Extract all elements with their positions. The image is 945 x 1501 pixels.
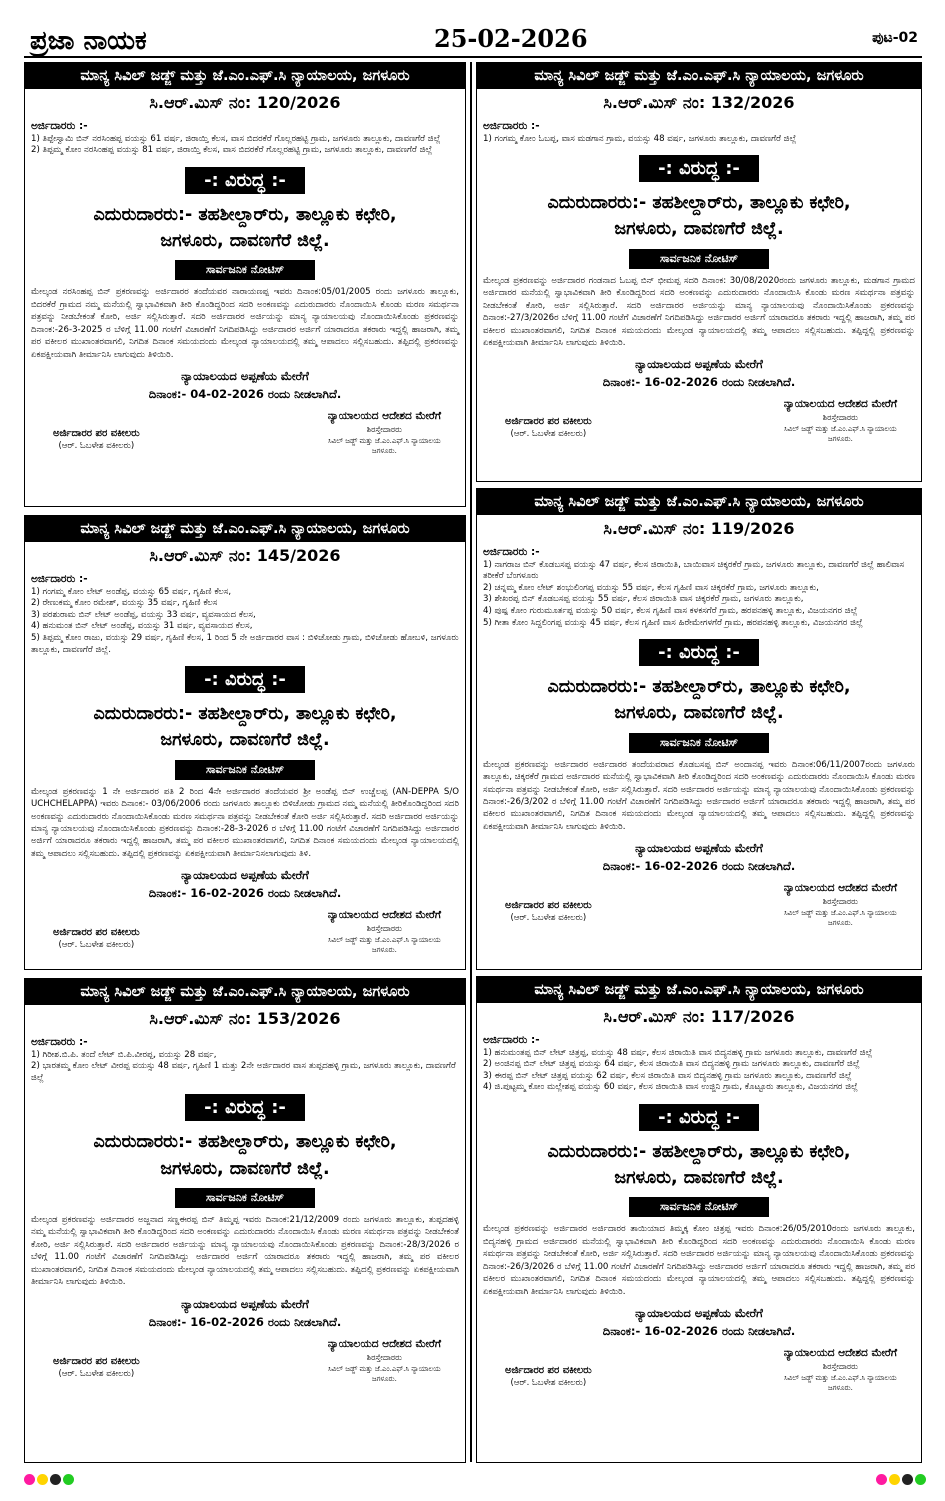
applicants-label: ಅರ್ಜಿದಾರರು :- [483, 120, 540, 132]
applicants-label: ಅರ್ಜಿದಾರರು :- [31, 573, 88, 585]
applicant-entry: 1) ಗಂಗಮ್ಮ ಕೋಂ ಓಬಪ್ಪ, ವಾಸ ಮಡಗಾನ ಗ್ರಾಮ, ವಯಸ್ಸು 48 ವರ್ಷ, ಜಗಳೂರು ತಾಲ್ಲೂಕು, ದಾವಣಗೆರೆ ಜಿಲ್ಲೆ [483, 133, 797, 144]
applicant-entry: 1) ಹನುಮಂತಪ್ಪ ಬಿನ್ ಲೇಟ್ ಚಿತ್ರಪ್ಪ, ವಯಸ್ಸು 48 ವರ್ಷ, ಕೆಲಸ ಜಿರಾಯಿತಿ ವಾಸ ಬಿದ್ಯನಹಳ್ಳಿ ಗ್ರಾಮ ಜಗಳೂರು ತಾಲ್ಲೂಕು, ದಾವಣಗೆರೆ ಜಿಲ್ಲೆ [483, 1047, 873, 1058]
advocate-name: (ಆರ್. ಓಬಳೇಶ ವಕೀಲರು) [58, 940, 135, 951]
respondent-line-1: ಎದುರುದಾರರು:- ತಹಶೀಲ್ದಾರ್‌ರು, ತಾಲ್ಲೂಕು ಕಛೇರಿ, [93, 704, 397, 725]
registration-dot [24, 1474, 35, 1485]
versus-badge: -: ವಿರುದ್ಧ :- [185, 167, 305, 194]
notice-case-145 [24, 515, 466, 970]
applicants-label: ಅರ್ಜಿದಾರರು :- [483, 1034, 540, 1046]
paper-name: ಪ್ರಜಾ ನಾಯಕ [30, 26, 147, 56]
public-notice-badge: ಸಾರ್ವಜನಿಕ ನೋಟಿಸ್ [175, 1188, 315, 1208]
advocate-block [505, 900, 592, 923]
court-place: ಜಗಳೂರು. [827, 435, 853, 444]
court-order-line: ನ್ಯಾಯಾಲಯದ ಅಪ್ಪಣೆಯ ಮೇರೆಗೆ [181, 868, 309, 883]
court-place: ಜಗಳೂರು. [827, 919, 853, 928]
court-place: ಜಗಳೂರು. [371, 946, 397, 955]
court-signature [328, 410, 441, 456]
color-registration-marks-right [876, 1470, 928, 1489]
judge-court: ಸಿವಿಲ್ ಜಡ್ಜ್ ಮತ್ತು ಜೆ.ಎಂ.ಎಫ್.ಸಿ ನ್ಯಾಯಾಲಯ [328, 437, 441, 445]
court-header: ಮಾನ್ಯ ಸಿವಿಲ್ ಜಡ್ಜ್ ಮತ್ತು ಜೆ.ಎಂ.ಎಫ್.ಸಿ ನ್ಯಾಯಾಲಯ, ಜಗಳೂರು [25, 516, 465, 542]
respondent-line-1: ಎದುರುದಾರರು:- ತಹಶೀಲ್ದಾರ್‌ರು, ತಾಲ್ಲೂಕು ಕಛೇರಿ, [547, 193, 851, 214]
applicants-list [31, 1050, 459, 1085]
advocate-block [505, 1365, 592, 1388]
notice-case-117 [476, 976, 922, 1463]
advocate-label: ಅರ್ಜಿದಾರರ ಪರ ವಕೀಲರು [505, 1365, 592, 1377]
advocate-block [53, 927, 140, 950]
applicants-block [477, 1033, 921, 1094]
judge-court: ಸಿವಿಲ್ ಜಡ್ಜ್ ಮತ್ತು ಜೆ.ಎಂ.ಎಫ್.ಸಿ ನ್ಯಾಯಾಲಯ [784, 425, 897, 434]
registration-dot [63, 1474, 74, 1485]
applicant-entry: 3) ಪರಶುರಾಮ ಬಿನ್ ಲೇಟ್ ಅಂಡೆಪ್ಪ, ವಯಸ್ಸು 33 ವರ್ಷ, ವ್ಯವಸಾಯದ ಕೆಲಸ, [31, 609, 256, 620]
applicants-label: ಅರ್ಜಿದಾರರು :- [483, 546, 540, 558]
signature-block [477, 398, 921, 458]
applicant-entry: 4) ಪುಷ್ಪ ಕೋಂ ಗುರುಮೂರ್ತಪ್ಪ ವಯಸ್ಸು 50 ವರ್ಷ, ಕೆಲಸ ಗೃಹಿಣಿ ವಾಸ ಕಳಕಸಗೆರೆ ಗ್ರಾಮ, ಹರಪನಹಳ್ಳಿ ತಾಲ್ಲೂಕು, ವಿಜಯನಗರ ಜಿಲ್ಲೆ [483, 605, 858, 616]
advocate-block [53, 428, 140, 451]
versus-badge: -: ವಿರುದ್ಧ :- [185, 1094, 305, 1121]
notice-case-153 [24, 978, 466, 1463]
versus-badge: -: ವಿರುದ್ಧ :- [185, 666, 305, 693]
notice-case-120 [24, 62, 466, 507]
registration-dot [902, 1474, 913, 1485]
registration-dot [50, 1474, 61, 1485]
applicant-entry: 4) ಹನುಮಂತ ಬಿನ್ ಲೇಟ್ ಅಂಡೆಪ್ಪ, ವಯಸ್ಸು 31 ವರ್ಷ, ವ್ಯವಸಾಯದ ಕೆಲಸ, [31, 621, 253, 632]
notice-case-132 [476, 62, 922, 482]
applicants-block [25, 1035, 465, 1084]
issued-date-line: ದಿನಾಂಕ:- 16-02-2026 ರಂದು ನೀಡಲಾಗಿದೆ. [148, 886, 342, 901]
notice-body: ಮೇಲ್ಕಂಡ ಪ್ರಕರಣವನ್ನು ಅರ್ಜಿದಾರರ ಅರ್ಜಿದಾರರ ತಾಯಿಯಾದ ತಿಮ್ಮಕ್ಕ ಕೋಂ ಚಿತ್ರಪ್ಪ ಇವರು ದಿನಾಂಕ:26/05/2010ರಂದು ಜಗಳೂರು ತಾಲ್ಲೂಕು, ಬಿದ್ಯನಹಳ್ಳಿ ಗ್ರಾಮದ ಅರ್ಜಿದಾರರ ಮನೆಯಲ್ಲಿ ಸ್ವಾಭಾವಿಕವಾಗಿ ತೀರಿ ಕೊಂಡಿದ್ದರಿಂದ ಸದರಿ ಅಂಕಣವನ್ನು ಎದುರುದಾರರು ನೊಂದಾಯಿಸಿ ಕೊಂಡು ಮರಣ ಸಮರ್ಥನಾ ಪತ್ರವನ್ನು ನೀಡಬೇಕಂತೆ ಕೋರಿ, ಅರ್ಜಿ ಸಲ್ಲಿಸಿರುತ್ತಾರೆ. ಸದರಿ ಅರ್ಜಿದಾರರ ಅರ್ಜಿಯನ್ನು ಮಾನ್ಯ ನ್ಯಾಯಾಲಯವು ನೊಂದಾಯಿಸಿಕೊಂಡು ಪ್ರಕರಣವನ್ನು ದಿನಾಂಕ:-26/3/2026 ರ ಬೆಳಿಗ್ಗೆ 11.00 ಗಂಟೆಗೆ ವಿಚಾರಣೆಗೆ ನಿಗದಿಪಡಿಸಿದ್ದು ಅರ್ಜಿದಾರರ ಅರ್ಜಿಗೆ ಯಾರಾದರೂ ತಕರಾರು ಇದ್ದಲ್ಲಿ ಹಾಜರಾಗಿ, ತಮ್ಮ ಪರ ವಕೀಲರ ಮುಖಾಂತರವಾಗಲಿ, ನಿಗದಿತ ದಿನಾಂಕ ಸಮಯದಂದು ಮೇಲ್ಕಂಡ ನ್ಯಾಯಾಲಯದಲ್ಲಿ ತಮ್ಮ ಆಪಾದಲು ಸಲ್ಲಿಸಬಹುದು. ತಪ್ಪಿದ್ದಲ್ಲಿ ಪ್ರಕರಣವನ್ನು ಏಕಪಕ್ಷೀಯವಾಗಿ ತೀರ್ಮಾನಿಸಿ ಲಾಗುವುದು ತಿಳಿಯಿರಿ. [483, 1224, 915, 1297]
respondent-line-1: ಎದುರುದಾರರು:- ತಹಶೀಲ್ದಾರ್‌ರು, ತಾಲ್ಲೂಕು ಕಛೇರಿ, [93, 1132, 397, 1153]
applicants-block [25, 119, 465, 157]
signature-block [25, 909, 465, 969]
court-place: ಜಗಳೂರು. [827, 1384, 853, 1393]
respondent-block [477, 674, 921, 727]
applicant-entry: 2) ಭಾರತಮ್ಮ ಕೋಂ ಲೇಟ್ ವೀರಪ್ಪ ವಯಸ್ಸು 48 ವರ್ಷ, ಗೃಹಿಣಿ 1 ಮತ್ತು 2ನೇ ಅರ್ಜಿದಾರರ ವಾಸ ತುಪ್ಪದಹಳ್ಳಿ ಗ್ರಾಮ, ಜಗಳೂರು ತಾಲ್ಲೂಕು, ದಾವಣಗೆರೆ ಜಿಲ್ಲೆ [31, 1061, 456, 1083]
advocate-name: (ಆರ್. ಓಬಳೇಶ ವಕೀಲರು) [58, 1368, 135, 1379]
respondent-line-1: ಎದುರುದಾರರು:- ತಹಶೀಲ್ದಾರ್‌ರು, ತಾಲ್ಲೂಕು ಕಛೇರಿ, [547, 1141, 851, 1162]
judge-court: ಸಿವಿಲ್ ಜಡ್ಜ್ ಮತ್ತು ಜೆ.ಎಂ.ಎಫ್.ಸಿ ನ್ಯಾಯಾಲಯ [328, 1364, 441, 1373]
applicants-list [483, 1048, 915, 1094]
court-order-signature: ನ್ಯಾಯಾಲಯದ ಆದೇಶದ ಮೇರೆಗೆ [783, 1347, 897, 1360]
respondent-line-2: ಜಗಳೂರು, ದಾವಣಗೆರೆ ಜಿಲ್ಲೆ. [614, 703, 784, 724]
issued-date-line: ದಿನಾಂಕ:- 16-02-2026 ರಂದು ನೀಡಲಾಗಿದೆ. [602, 1324, 796, 1339]
advocate-block [505, 416, 592, 439]
court-signature [328, 1338, 441, 1384]
signature-block [477, 882, 921, 942]
advocate-label: ಅರ್ಜಿದಾರರ ಪರ ವಕೀಲರು [53, 927, 140, 939]
applicants-label: ಅರ್ಜಿದಾರರು :- [31, 120, 88, 132]
advocate-label: ಅರ್ಜಿದಾರರ ಪರ ವಕೀಲರು [505, 416, 592, 428]
applicants-list [483, 134, 915, 146]
respondent-line-2: ಜಗಳೂರು, ದಾವಣಗೆರೆ ಜಿಲ್ಲೆ. [614, 219, 784, 240]
court-signature [784, 1347, 897, 1393]
registration-dot [889, 1474, 900, 1485]
court-place: ಜಗಳೂರು. [371, 447, 397, 455]
notice-body: ಮೇಲ್ಕಂಡ ಪ್ರಕರಣವನ್ನು ಅರ್ಜಿದಾರರ ಗಂಡನಾದ ಓಬಪ್ಪ ಬಿನ್ ಭೀಮಪ್ಪ ಸದರಿ ದಿನಾಂಕ: 30/08/2020ರಂದು ಜಗಳೂರು ತಾಲ್ಲೂಕು, ಮಡಗಾನ ಗ್ರಾಮದ ಅರ್ಜಿದಾರರ ಮನೆಯಲ್ಲಿ ಸ್ವಾಭಾವಿಕವಾಗಿ ತೀರಿ ಕೊಂಡಿದ್ದರಿಂದ ಸದರಿ ಅಂಕಣವನ್ನು ಎದುರುದಾರರು ನೊಂದಾಯಿಸಿ ಕೊಂಡು ಮರಣ ಸಮರ್ಥನಾ ಪತ್ರವನ್ನು ನೀಡಬೇಕಂತೆ ಕೋರಿ, ಅರ್ಜಿ ಸಲ್ಲಿಸಿರುತ್ತಾರೆ. ಸದರಿ ಅರ್ಜಿದಾರರ ಅರ್ಜಿಯನ್ನು ಮಾನ್ಯ ನ್ಯಾಯಾಲಯವು ನೊಂದಾಯಿಸಿಕೊಂಡು ಪ್ರಕರಣವನ್ನು ದಿನಾಂಕ:-27/3/2026ರ ಬೆಳಿಗ್ಗೆ 11.00 ಗಂಟೆಗೆ ವಿಚಾರಣೆಗೆ ನಿಗದಿಪಡಿಸಿದ್ದು ಅರ್ಜಿದಾರರ ಅರ್ಜಿಗೆ ಯಾರಾದರೂ ತಕರಾರು ಇದ್ದಲ್ಲಿ ಹಾಜರಾಗಿ, ತಮ್ಮ ಪರ ವಕೀಲರ ಮುಖಾಂತರವಾಗಲಿ, ನಿಗದಿತ ದಿನಾಂಕ ಸಮಯದಂದು ಮೇಲ್ಕಂಡ ನ್ಯಾಯಾಲಯದಲ್ಲಿ ತಮ್ಮ ಆಪಾದಲು ಸಲ್ಲಿಸಬಹುದು. ತಪ್ಪಿದ್ದಲ್ಲಿ ಪ್ರಕರಣವನ್ನು ಏಕಪಕ್ಷೀಯವಾಗಿ ತೀರ್ಮಾನಿಸಿ ಲಾಗುವುದು ತಿಳಿಯಿರಿ. [483, 275, 915, 348]
respondent-line-2: ಜಗಳೂರು, ದಾವಣಗೆರೆ ಜಿಲ್ಲೆ. [160, 231, 330, 252]
sheristedar-role: ಶಿರಸ್ತೇದಾರರು [366, 1352, 402, 1362]
notice-body: ಮೇಲ್ಕಂಡ ಪ್ರಕರಣವನ್ನು ಅರ್ಜಿದಾರರ ಅರ್ಜಿದಾರರ ತಂದೆಯವರಾದ ಕೊಡಬಸಪ್ಪ ಬಿನ್ ಅಂದಾನಪ್ಪ ಇವರು ದಿನಾಂಕ:06/11/2007ರಂದು ಜಗಳೂರು ತಾಲ್ಲೂಕು, ಚಿಕ್ಕರಕೆರೆ ಗ್ರಾಮದ ಅರ್ಜಿದಾರರ ಮನೆಯಲ್ಲಿ ಸ್ವಾಭಾವಿಕವಾಗಿ ತೀರಿ ಕೊಂಡಿದ್ದರಿಂದ ಸದರಿ ಅಂಕಣವನ್ನು ಎದುರುದಾರರು ನೊಂದಾಯಿಸಿ ಕೊಂಡು ಮರಣ ಸಮರ್ಥನಾ ಪತ್ರವನ್ನು ನೀಡಬೇಕಂತೆ ಕೋರಿ, ಅರ್ಜಿ ಸಲ್ಲಿಸಿರುತ್ತಾರೆ. ಸದರಿ ಅರ್ಜಿದಾರರ ಅರ್ಜಿಯನ್ನು ಮಾನ್ಯ ನ್ಯಾಯಾಲಯವು ನೊಂದಾಯಿಸಿಕೊಂಡು ಪ್ರಕರಣವನ್ನು ದಿನಾಂಕ:-26/3/202 ರ ಬೆಳಿಗ್ಗೆ 11.00 ಗಂಟೆಗೆ ವಿಚಾರಣೆಗೆ ನಿಗದಿಪಡಿಸಿದ್ದು ಅರ್ಜಿದಾರರ ಅರ್ಜಿಗೆ ಯಾರಾದರೂ ತಕರಾರು ಇದ್ದಲ್ಲಿ ಹಾಜರಾಗಿ, ತಮ್ಮ ಪರ ವಕೀಲರ ಮುಖಾಂತರವಾಗಲಿ, ನಿಗದಿತ ದಿನಾಂಕ ಸಮಯದಂದು ಮೇಲ್ಕಂಡ ನ್ಯಾಯಾಲಯದಲ್ಲಿ ತಮ್ಮ ಆಪಾದಲು ಸಲ್ಲಿಸಬಹುದು. ತಪ್ಪಿದ್ದಲ್ಲಿ ಪ್ರಕರಣವನ್ನು ಏಕಪಕ್ಷೀಯವಾಗಿ ತೀರ್ಮಾನಿಸಿ ಲಾಗುವುದು ತಿಳಿಯಿರಿ. [483, 759, 915, 832]
applicant-entry: 5) ಗೀತಾ ಕೋಂ ಸಿದ್ದಲಿಂಗಪ್ಪ ವಯಸ್ಸು 45 ವರ್ಷ, ಕೆಲಸ ಗೃಹಿಣಿ ವಾಸ ಹಿರೇಮೇಗಳಗೆರೆ ಗ್ರಾಮ, ಹರಪನಹಳ್ಳಿ ತಾಲ್ಲೂಕು, ವಿಜಯನಗರ ಜಿಲ್ಲೆ [483, 617, 863, 628]
applicant-entry: 3) ಈರಪ್ಪ ಬಿನ್ ಲೇಟ್ ಚಿತ್ರಪ್ಪ ವಯಸ್ಸು 62 ವರ್ಷ, ಕೆಲಸ ಜಿರಾಯಿತಿ ವಾಸ ಬಿದ್ಯನಹಳ್ಳಿ ಗ್ರಾಮ ಜಗಳೂರು ತಾಲ್ಲೂಕು, ದಾವಣಗೆರೆ ಜಿಲ್ಲೆ [483, 1070, 852, 1081]
sheristedar-role: ಶಿರಸ್ತೇದಾರರು [822, 897, 858, 907]
respondent-line-1: ಎದುರುದಾರರು:- ತಹಶೀಲ್ದಾರ್‌ರು, ತಾಲ್ಲೂಕು ಕಛೇರಿ, [547, 677, 851, 698]
court-order-line: ನ್ಯಾಯಾಲಯದ ಅಪ್ಪಣೆಯ ಮೇರೆಗೆ [181, 1296, 309, 1311]
applicant-entry: 3) ಶೇಖರಪ್ಪ ಬಿನ್ ಕೊಡಬಸಪ್ಪ ವಯಸ್ಸು 55 ವರ್ಷ, ಕೆಲಸ ಜಿರಾಯಿತಿ ವಾಸ ಚಿಕ್ಕರಕೆರೆ ಗ್ರಾಮ, ಜಗಳೂರು ತಾಲ್ಲೂಕು, [483, 594, 804, 605]
court-header: ಮಾನ್ಯ ಸಿವಿಲ್ ಜಡ್ಜ್ ಮತ್ತು ಜೆ.ಎಂ.ಎಫ್.ಸಿ ನ್ಯಾಯಾಲಯ, ಜಗಳೂರು [477, 977, 921, 1003]
sheristedar-role: ಶಿರಸ್ತೇದಾರರು [822, 1362, 858, 1372]
issue-date: 25-02-2026 [434, 24, 588, 53]
applicants-label: ಅರ್ಜಿದಾರರು :- [31, 1036, 88, 1048]
court-order-signature: ನ್ಯಾಯಾಲಯದ ಆದೇಶದ ಮೇರೆಗೆ [327, 1337, 441, 1350]
sheristedar-role: ಶಿರಸ್ತೇದಾರರು [366, 924, 402, 934]
advocate-label: ಅರ್ಜಿದಾರರ ಪರ ವಕೀಲರು [53, 1355, 140, 1367]
applicants-block [477, 545, 921, 629]
notice-body: ಮೇಲ್ಕಂಡ ಪ್ರಕರಣವನ್ನು ಅರ್ಜಿದಾರರ ಅಜ್ಜನಾದ ಸಣ್ಣಈರಪ್ಪ ಬಿನ್ ತಿಮ್ಮಪ್ಪ ಇವರು ದಿನಾಂಕ:21/12/2009 ರಂದು ಜಗಳೂರು ತಾಲ್ಲೂಕು, ತುಪ್ಪದಹಳ್ಳಿ ನಮ್ಮ ಮನೆಯಲ್ಲಿ ಸ್ವಾಭಾವಿಕವಾಗಿ ತೀರಿ ಕೊಂಡಿದ್ದರಿಂದ ಸದರಿ ಅಂಕಣವನ್ನು ಎದುರುದಾರರು ನೊಂದಾಯಿಸಿ ಕೊಂಡು ಮರಣ ಸಮರ್ಥನಾ ಪತ್ರವನ್ನು ನೀಡಬೇಕಂತೆ ಕೋರಿ, ಅರ್ಜಿ ಸಲ್ಲಿಸಿರುತ್ತಾರೆ. ಸದರಿ ಅರ್ಜಿದಾರರ ಅರ್ಜಿಯನ್ನು ಮಾನ್ಯ ನ್ಯಾಯಾಲಯವು ನೊಂದಾಯಿಸಿಕೊಂಡು ಪ್ರಕರಣವನ್ನು ದಿನಾಂಕ:-28/3/2026 ರ ಬೆಳಿಗ್ಗೆ 11.00 ಗಂಟೆಗೆ ವಿಚಾರಣೆಗೆ ನಿಗದಿಪಡಿಸಿದ್ದು ಅರ್ಜಿದಾರರ ಅರ್ಜಿಗೆ ಯಾರಾದರೂ ತಕರಾರು ಇದ್ದಲ್ಲಿ ಹಾಜರಾಗಿ, ತಮ್ಮ ಪರ ವಕೀಲರ ಮುಖಾಂತರವಾಗಲಿ, ನಿಗದಿತ ದಿನಾಂಕ ಸಮಯದಂದು ಮೇಲ್ಕಂಡ ನ್ಯಾಯಾಲಯದಲ್ಲಿ ತಮ್ಮ ಆಪಾದಲು ಸಲ್ಲಿಸಬಹುದು. ತಪ್ಪಿದಲ್ಲಿ ಪ್ರಕರಣವನ್ನು ಏಕಪಕ್ಷೀಯವಾಗಿ ತೀರ್ಮಾನಿಸಿ ಲಾಗುವುದು ತಿಳಿಯಿರಿ. [31, 1214, 459, 1288]
court-header: ಮಾನ್ಯ ಸಿವಿಲ್ ಜಡ್ಜ್ ಮತ್ತು ಜೆ.ಎಂ.ಎಫ್.ಸಿ ನ್ಯಾಯಾಲಯ, ಜಗಳೂರು [25, 979, 465, 1005]
applicants-list [483, 560, 915, 630]
public-notice-badge: ಸಾರ್ವಜನಿಕ ನೋಟಿಸ್ [629, 733, 769, 753]
respondent-line-2: ಜಗಳೂರು, ದಾವಣಗೆರೆ ಜಿಲ್ಲೆ. [160, 1158, 330, 1179]
notice-case-119 [476, 488, 922, 970]
column-divider [470, 62, 472, 1462]
signature-block [477, 1347, 921, 1407]
signature-block [25, 1338, 465, 1398]
page-number: ಪುಟ-02 [872, 30, 918, 46]
court-order-signature: ನ್ಯಾಯಾಲಯದ ಆದೇಶದ ಮೇರೆಗೆ [783, 882, 897, 895]
court-order-line: ನ್ಯಾಯಾಲಯದ ಅಪ್ಪಣೆಯ ಮೇರೆಗೆ [635, 841, 763, 856]
court-header: ಮಾನ್ಯ ಸಿವಿಲ್ ಜಡ್ಜ್ ಮತ್ತು ಜೆ.ಎಂ.ಎಫ್.ಸಿ ನ್ಯಾಯಾಲಯ, ಜಗಳೂರು [477, 63, 921, 89]
case-number: ಸಿ.ಆರ್.ಮಿಸ್ ನಂ: 120/2026 [149, 93, 341, 112]
case-number: ಸಿ.ಆರ್.ಮಿಸ್ ನಂ: 132/2026 [603, 93, 795, 112]
court-order-line: ನ್ಯಾಯಾಲಯದ ಅಪ್ಪಣೆಯ ಮೇರೆಗೆ [635, 357, 763, 372]
respondent-block [25, 202, 465, 255]
masthead [24, 24, 922, 58]
applicant-entry: 5) ತಿಪ್ಪಮ್ಮ ಕೋಂ ರಾಜು, ವಯಸ್ಸು 29 ವರ್ಷ, ಗೃಹಿಣಿ ಕೆಲಸ, 1 ರಿಂದ 5 ನೇ ಅರ್ಜಿದಾರರ ವಾಸ : ಬಿಳಿಚೋಡು ಗ್ರಾಮ, ಬಿಳಿಚೋಡು ಹೋಬಳಿ, ಜಗಳೂರು ತಾಲ್ಲೂಕು, ದಾವಣಗೆರೆ ಜಿಲ್ಲೆ. [31, 632, 459, 655]
applicant-entry: 1) ತಿಪ್ಪೇಸ್ವಾಮಿ ಬಿನ್ ನರಸಿಂಹಪ್ಪ ವಯಸ್ಸು 61 ವರ್ಷ, ಜಿರಾಯ್ತಿ ಕೆಲಸ, ವಾಸ ಬಿದರಕೆರೆ ಗೊಲ್ಲರಹಟ್ಟಿ ಗ್ರಾಮ, ಜಗಳೂರು ತಾಲ್ಲೂಕು, ದಾವಣಗೆರೆ ಜಿಲ್ಲೆ [31, 133, 441, 144]
respondent-line-2: ಜಗಳೂರು, ದಾವಣಗೆರೆ ಜಿಲ್ಲೆ. [160, 730, 330, 751]
respondent-block [25, 1129, 465, 1182]
versus-badge: -: ವಿರುದ್ಧ :- [639, 1104, 759, 1131]
applicants-block [25, 572, 465, 656]
advocate-block [53, 1356, 140, 1379]
advocate-label: ಅರ್ಜಿದಾರರ ಪರ ವಕೀಲರು [53, 428, 140, 439]
court-order-line: ನ್ಯಾಯಾಲಯದ ಅಪ್ಪಣೆಯ ಮೇರೆಗೆ [181, 369, 309, 383]
court-order-line: ನ್ಯಾಯಾಲಯದ ಅಪ್ಪಣೆಯ ಮೇರೆಗೆ [635, 1306, 763, 1321]
notice-body: ಮೇಲ್ಕಂಡ ನರಸಿಂಹಪ್ಪ ಬಿನ್ ಪ್ರಕರಣವನ್ನು ಅರ್ಜಿದಾರರ ತಂದೆಯವರ ನಾರಾಯಣಪ್ಪ ಇವರು ದಿನಾಂಕ:05/01/2005 ರಂದು ಜಗಳೂರು ತಾಲ್ಲೂಕು, ಬಿದರಕೆರೆ ಗ್ರಾಮದ ನಮ್ಮ ಮನೆಯಲ್ಲಿ ಸ್ವಾಭಾವಿಕವಾಗಿ ತೀರಿ ಕೊಂಡಿದ್ದರಿಂದ ಸದರಿ ಅಂಕಣವನ್ನು ಎದುರುದಾರರು ನೊಂದಾಯಿಸಿ ಕೊಂಡು ಮರಣ ಸಮರ್ಥನಾ ಪತ್ರವನ್ನು ನೀಡಬೇಕಂತೆ ಕೋರಿ, ಅರ್ಜಿ ಸಲ್ಲಿಸಿರುತ್ತಾರೆ. ಸದರಿ ಅರ್ಜಿದಾರರ ಅರ್ಜಿಯನ್ನು ಮಾನ್ಯ ನ್ಯಾಯಾಲಯವು ನೊಂದಾಯಿಸಿಕೊಂಡು ಪ್ರಕರಣವನ್ನು ದಿನಾಂಕ:-26-3-2025 ರ ಬೆಳಿಗ್ಗೆ 11.00 ಗಂಟೆಗೆ ವಿಚಾರಣೆಗೆ ನಿಗದಿಪಡಿಸಿದ್ದು ಅರ್ಜಿದಾರರ ಅರ್ಜಿಗೆ ಯಾರಾದರೂ ತಕರಾರು ಇದ್ದಲ್ಲಿ ಹಾಜರಾಗಿ, ತಮ್ಮ ಪರ ವಕೀಲರ ಮುಖಾಂತರವಾಗಲಿ, ನಿಗದಿತ ದಿನಾಂಕ ಸಮಯದಂದು ಮೇಲ್ಕಂಡ ನ್ಯಾಯಾಲಯದಲ್ಲಿ ತಮ್ಮ ಆಪಾದಲು ಸಲ್ಲಿಸಬಹುದು. ತಪ್ಪಿದಲ್ಲಿ ಪ್ರಕರಣವನ್ನು ಏಕಪಕ್ಷೀಯವಾಗಿ ತೀರ್ಮಾನಿಸಿ ಲಾಗುವುದು ತಿಳಿಯಿರಿ. [31, 287, 459, 360]
issued-date-line: ದಿನಾಂಕ:- 16-02-2026 ರಂದು ನೀಡಲಾಗಿದೆ. [602, 859, 796, 874]
notice-body: ಮೇಲ್ಕಂಡ ಪ್ರಕರಣವನ್ನು 1 ನೇ ಅರ್ಜಿದಾರರ ಪತಿ 2 ರಿಂದ 4ನೇ ಅರ್ಜಿದಾರರ ತಂದೆಯವರ ಶ್ರೀ ಅಂಡೆಪ್ಪ ಬಿನ್ ಉಚ್ಚೆಲಪ್ಪ (AN-DEPPA S/O UCHCHELAPPA) ಇವರು ದಿನಾಂಕ:- 03/06/2006 ರಂದು ಜಗಳೂರು ತಾಲ್ಲೂಕು ಬಿಳಿಚೋಡು ಗ್ರಾಮದ ನಮ್ಮ ಮನೆಯಲ್ಲಿ ತೀರಿಕೊಂಡಿದ್ದರಿಂದ ಸದರಿ ಅಂಕಣವನ್ನು ಎದುರುದಾರರು ನೊಂದಾಯಿಸಿಕೊಂಡು ಮರಣ ಸಮರ್ಥನಾ ಪತ್ರವನ್ನು ನೀಡಬೇಕಂತೆ ಕೋರಿ ಅರ್ಜಿ ಸಲ್ಲಿಸಿರುತ್ತಾರೆ. ಸದರಿ ಅರ್ಜಿದಾರರ ಅರ್ಜಿಯನ್ನು ಮಾನ್ಯ ನ್ಯಾಯಾಲಯವು ನೊಂದಾಯಿಸಿಕೊಂಡು ಪ್ರಕರಣವನ್ನು ದಿನಾಂಕ:-28-3-2026 ರ ಬೆಳಿಗ್ಗೆ 11.00 ಗಂಟೆಗೆ ವಿಚಾರಣೆಗೆ ನಿಗದಿಪಡಿಸಿದ್ದು ಅರ್ಜಿದಾರರ ಅರ್ಜಿಗೆ ಯಾರಾದರೂ ತಕರಾರು ಇದ್ದಲ್ಲಿ ಹಾಜರಾಗಿ, ತಮ್ಮ ಪರ ವಕೀಲರ ಮುಖಾಂತರವಾಗಲಿ, ನಿಗದಿತ ದಿನಾಂಕ ಸಮಯದಂದು ಮೇಲ್ಕಂಡ ನ್ಯಾಯಾಲಯದಲ್ಲಿ ತಮ್ಮ ಆಪಾದಲು ಸಲ್ಲಿಸಬಹುದು. ತಪ್ಪಿದಲ್ಲಿ ಪ್ರಕರಣವನ್ನು ಏಕಪಕ್ಷೀಯವಾಗಿ ತೀರ್ಮಾನಿಸಲಾಗುವುದು ತಿಳಿ. [31, 786, 459, 859]
court-place: ಜಗಳೂರು. [371, 1374, 397, 1383]
court-order-signature: ನ್ಯಾಯಾಲಯದ ಆದೇಶದ ಮೇರೆಗೆ [783, 398, 897, 411]
applicants-block [477, 119, 921, 145]
issued-date-line: ದಿನಾಂಕ:- 16-02-2026 ರಂದು ನೀಡಲಾಗಿದೆ. [148, 1314, 342, 1329]
case-number: ಸಿ.ಆರ್.ಮಿಸ್ ನಂ: 145/2026 [149, 546, 341, 565]
judge-court: ಸಿವಿಲ್ ಜಡ್ಜ್ ಮತ್ತು ಜೆ.ಎಂ.ಎಫ್.ಸಿ ನ್ಯಾಯಾಲಯ [328, 936, 441, 945]
versus-badge: -: ವಿರುದ್ಧ :- [639, 639, 759, 666]
registration-dot [915, 1474, 926, 1485]
issued-date-line: ದಿನಾಂಕ:- 04-02-2026 ರಂದು ನೀಡಲಾಗಿದೆ. [148, 387, 342, 401]
advocate-name: (ಆರ್. ಓಬಳೇಶ ವಕೀಲರು) [510, 429, 587, 440]
public-notice-badge: ಸಾರ್ವಜನಿಕ ನೋಟಿಸ್ [629, 1197, 769, 1217]
court-signature [328, 909, 441, 955]
public-notice-badge: ಸಾರ್ವಜನಿಕ ನೋಟಿಸ್ [629, 249, 769, 269]
color-registration-marks-left [24, 1470, 76, 1489]
case-number: ಸಿ.ಆರ್.ಮಿಸ್ ನಂ: 153/2026 [149, 1009, 341, 1028]
respondent-line-1: ಎದುರುದಾರರು:- ತಹಶೀಲ್ದಾರ್‌ರು, ತಾಲ್ಲೂಕು ಕಛೇರಿ, [93, 204, 397, 225]
applicant-entry: 1) ಗಂಗಮ್ಮ ಕೋಂ ಲೇಟ್ ಅಂಡೆಪ್ಪ, ವಯಸ್ಸು 65 ವರ್ಷ, ಗೃಹಿಣಿ ಕೆಲಸ, [31, 586, 232, 597]
advocate-label: ಅರ್ಜಿದಾರರ ಪರ ವಕೀಲರು [505, 900, 592, 912]
court-order-signature: ನ್ಯಾಯಾಲಯದ ಆದೇಶದ ಮೇರೆಗೆ [327, 410, 441, 422]
issued-date-line: ದಿನಾಂಕ:- 16-02-2026 ರಂದು ನೀಡಲಾಗಿದೆ. [602, 375, 796, 390]
advocate-name: (ಆರ್. ಓಬಳೇಶ ವಕೀಲರು) [510, 913, 587, 924]
judge-court: ಸಿವಿಲ್ ಜಡ್ಜ್ ಮತ್ತು ಜೆ.ಎಂ.ಎಫ್.ಸಿ ನ್ಯಾಯಾಲಯ [784, 909, 897, 918]
applicant-entry: 2) ಚನ್ನಮ್ಮ ಕೋಂ ಲೇಟ್ ಶಂಭುಲಿಂಗಪ್ಪ ವಯಸ್ಸು 55 ವರ್ಷ, ಕೆಲಸ ಗೃಹಿಣಿ ವಾಸ ಚಿಕ್ಕರಕೆರೆ ಗ್ರಾಮ, ಜಗಳೂರು ತಾಲ್ಲೂಕು, [483, 582, 819, 593]
applicant-entry: 2) ರೇಣುಕಮ್ಮ ಕೋಂ ರಮೇಶ್, ವಯಸ್ಸು 35 ವರ್ಷ, ಗೃಹಿಣಿ ಕೆಲಸ [31, 598, 218, 609]
applicant-entry: 4) ಜಿ.ಪುಟ್ಟಮ್ಮ ಕೋಂ ಮಲ್ಲೇಶಪ್ಪ ವಯಸ್ಸು 60 ವರ್ಷ, ಕೆಲಸ ಜಿರಾಯಿತಿ ವಾಸ ಉಜ್ಜಿನಿ ಗ್ರಾಮ, ಕೊಟ್ಟೂರು ತಾಲ್ಲೂಕು, ವಿಜಯನಗರ ಜಿಲ್ಲೆ [483, 1082, 858, 1093]
court-header: ಮಾನ್ಯ ಸಿವಿಲ್ ಜಡ್ಜ್ ಮತ್ತು ಜೆ.ಎಂ.ಎಫ್.ಸಿ ನ್ಯಾಯಾಲಯ, ಜಗಳೂರು [477, 489, 921, 515]
applicant-entry: 1) ಗಿರೀಶ.ಬಿ.ಪಿ. ತಂದೆ ಲೇಟ್ ಬಿ.ಪಿ.ವೀರಪ್ಪ, ವಯಸ್ಸು 28 ವರ್ಷ, [31, 1049, 217, 1060]
court-order-signature: ನ್ಯಾಯಾಲಯದ ಆದೇಶದ ಮೇರೆಗೆ [327, 909, 441, 922]
court-signature [784, 882, 897, 928]
case-number: ಸಿ.ಆರ್.ಮಿಸ್ ನಂ: 117/2026 [603, 1007, 795, 1026]
registration-dot [876, 1474, 887, 1485]
registration-dot [37, 1474, 48, 1485]
advocate-name: (ಆರ್. ಓಬಳೇಶ ವಕೀಲರು) [510, 1378, 587, 1389]
applicant-entry: 2) ಅಂಜಿನಪ್ಪ ಬಿನ್ ಲೇಟ್ ಚಿತ್ರಪ್ಪ ವಯಸ್ಸು 64 ವರ್ಷ, ಕೆಲಸ ಜಿರಾಯಿತಿ ವಾಸ ಬಿದ್ಯನಹಳ್ಳಿ ಗ್ರಾಮ ಜಗಳೂರು ತಾಲ್ಲೂಕು, ದಾವಣಗೆರೆ ಜಿಲ್ಲೆ [483, 1059, 860, 1070]
judge-court: ಸಿವಿಲ್ ಜಡ್ಜ್ ಮತ್ತು ಜೆ.ಎಂ.ಎಫ್.ಸಿ ನ್ಯಾಯಾಲಯ [784, 1374, 897, 1383]
signature-block [25, 410, 465, 470]
public-notice-badge: ಸಾರ್ವಜನಿಕ ನೋಟಿಸ್ [175, 260, 315, 280]
sheristedar-role: ಶಿರಸ್ತೇದಾರರು [822, 413, 858, 423]
court-signature [784, 398, 897, 444]
public-notice-badge: ಸಾರ್ವಜನಿಕ ನೋಟಿಸ್ [175, 760, 315, 780]
respondent-line-2: ಜಗಳೂರು, ದಾವಣಗೆರೆ ಜಿಲ್ಲೆ. [614, 1168, 784, 1189]
respondent-block [477, 1139, 921, 1192]
applicant-entry: 2) ತಿಪ್ಪಮ್ಮ ಕೋಂ ನರಸಿಂಹಪ್ಪ ವಯಸ್ಸು 81 ವರ್ಷ, ಜಿರಾಯ್ತಿ ಕೆಲಸ, ವಾಸ ಬಿದರಕೆರೆ ಗೊಲ್ಲರಹಟ್ಟಿ ಗ್ರಾಮ, ಜಗಳೂರು ತಾಲ್ಲೂಕು, ದಾವಣಗೆರೆ ಜಿಲ್ಲೆ [31, 145, 433, 156]
advocate-name: (ಆರ್. ಓಬಳೇಶ ವಕೀಲರು) [58, 441, 135, 451]
court-header: ಮಾನ್ಯ ಸಿವಿಲ್ ಜಡ್ಜ್ ಮತ್ತು ಜೆ.ಎಂ.ಎಫ್.ಸಿ ನ್ಯಾಯಾಲಯ, ಜಗಳೂರು [25, 63, 465, 89]
respondent-block [477, 190, 921, 243]
respondent-block [25, 701, 465, 754]
sheristedar-role: ಶಿರಸ್ತೇದಾರರು [366, 425, 402, 434]
versus-badge: -: ವಿರುದ್ಧ :- [639, 155, 759, 182]
case-number: ಸಿ.ಆರ್.ಮಿಸ್ ನಂ: 119/2026 [603, 519, 795, 538]
applicants-list [31, 587, 459, 657]
applicants-list [31, 134, 459, 157]
applicant-entry: 1) ನಾಗರಾಜ ಬಿನ್ ಕೊಡಬಸಪ್ಪ ವಯಸ್ಸು 47 ವರ್ಷ, ಕೆಲಸ ಜಿರಾಯಿತಿ, ಬಾಯಿವಾಸ ಚಿಕ್ಕರಕೆರೆ ಗ್ರಾಮ, ಜಗಳೂರು ತಾಲ್ಲೂಕು, ದಾವಣಗೆರೆ ಜಿಲ್ಲೆ ಹಾಲಿವಾಸ ತರೀಕೆರೆ ಬೆಂಗಳೂರು [483, 559, 905, 582]
